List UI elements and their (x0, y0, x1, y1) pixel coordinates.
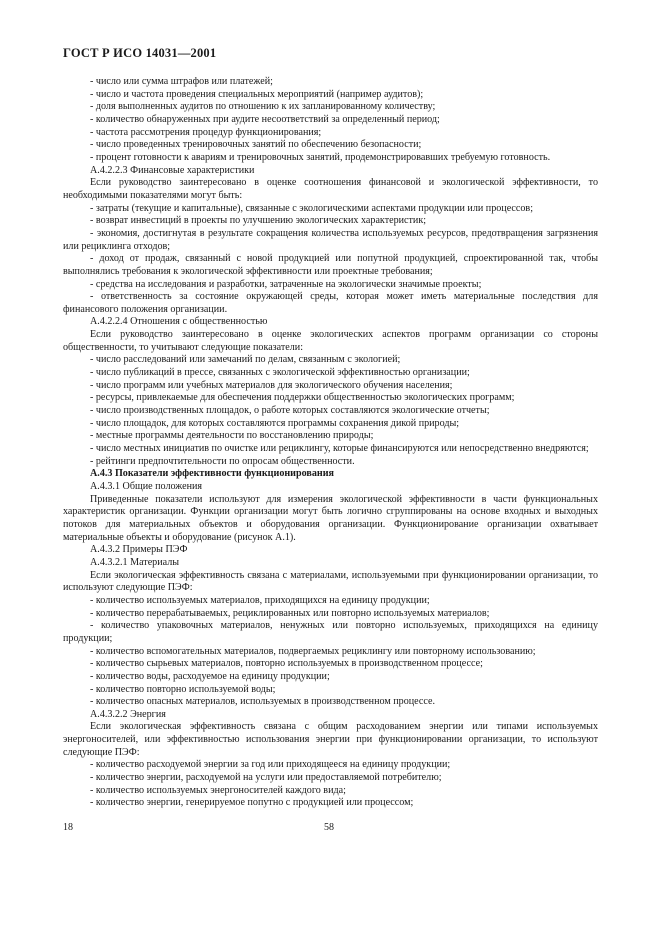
list-item: - количество воды, расходуемое на единицу продукции; (90, 670, 330, 682)
list-item: - частота рассмотрения процедур функционирования; (90, 126, 322, 138)
list-item: - местные программы деятельности по восстановлению природы; (90, 430, 374, 442)
section-heading: А.4.3.2.2 Энергия (90, 708, 166, 720)
paragraph: - экономия, достигнутая в результате сокращения количества используемых ресурсов, предотвращения загрязнения или рециклинга отходов; (63, 227, 598, 252)
list-item: - число программ или учебных материалов для экологического обучения населения; (90, 379, 453, 391)
section-heading-bold: А.4.3 Показатели эффективности функционирования (90, 468, 334, 480)
list-item: - число публикаций в прессе, связанных с экологической эффективностью организации; (90, 367, 470, 379)
list-item: - количество сырьевых материалов, повторно используемых в производственном процессе; (90, 658, 483, 670)
list-item: - количество используемых материалов, приходящихся на единицу продукции; (90, 594, 430, 606)
list-item: - количество энергии, генерируемое попутно с продукцией или процессом; (90, 797, 414, 809)
list-item: - количество повторно используемой воды; (90, 683, 276, 695)
list-item: - рейтинги предпочтительности по опросам общественности. (90, 455, 355, 467)
list-item: - количество обнаруженных при аудите несоответствий за определенный период; (90, 113, 440, 125)
list-item: - число или сумма штрафов или платежей; (90, 76, 273, 87)
paragraph: - ответственность за состояние окружающей среды, которая может иметь материальные последствия для финансового положения организации. (63, 291, 598, 315)
section-heading: А.4.3.1 Общие положения (90, 481, 203, 492)
list-item: - количество опасных материалов, используемых в производственном процессе. (90, 696, 435, 708)
paragraph: Если руководство заинтересовано в оценке экологических аспектов программ организации со стороны общественности, то учитывают следующие показатели: (63, 329, 598, 353)
paragraph: Если экологическая эффективность связана с материалами, используемыми при функционировании организации, то используют следующие ПЭФ: (63, 569, 598, 594)
paragraph: Если экологическая эффективность связана с общим расходованием энергии или типами используемых энергоносителей, или эффективностью использования энергии при функционировании организации, то используют следующие ПЭФ: (63, 721, 598, 758)
section-heading: А.4.3.2 Примеры ПЭФ (90, 544, 188, 556)
page-number-left: 18 (63, 822, 73, 833)
section-heading: А.4.3.2.1 Материалы (90, 556, 180, 568)
page-header: ГОСТ Р ИСО 14031—2001 (63, 46, 217, 60)
list-item: - число расследований или замечаний по делам, связанным с экологией; (90, 354, 401, 366)
paragraph: Если руководство заинтересовано в оценке соотношения финансовой и экологической эффективности, то необходимыми показателями могут быть: (63, 177, 598, 201)
list-item: - возврат инвестиций в проекты по улучшению экологических характеристик; (90, 215, 427, 227)
list-item: - число производственных площадок, о работе которых составляются экологические отчеты; (90, 405, 490, 417)
paragraph: Приведенные показатели используют для измерения экологической эффективности в части функциональных характеристик организации. Функции организации могут быть логично сгруппированы на основе входных и выходных потоков для материальных объектов и оборудования организации. Функционирование организации охватывает материальные объекты и оборудование (рисунок А.1). (63, 493, 598, 543)
paragraph: - количество упаковочных материалов, ненужных или повторно используемых, приходящихся на единицу продукции; (63, 620, 598, 644)
list-item: - число и частота проведения специальных мероприятий (например аудитов); (90, 88, 424, 100)
list-item: - затраты (текущие и капитальные), связанные с экологическими аспектами продукции или процессов; (90, 202, 534, 214)
list-item: - количество расходуемой энергии за год или приходящееся на единицу продукции; (90, 759, 451, 771)
list-item: - количество вспомогательных материалов, подвергаемых рециклингу или повторному использованию; (90, 645, 536, 657)
list-item: - число проведенных тренировочных занятий по обеспечению безопасности; (90, 139, 422, 151)
list-item: - количество перерабатываемых, рециклированных или повторно используемых материалов; (90, 607, 490, 619)
list-item: - число площадок, для которых составляются программы сохранения дикой природы; (90, 417, 460, 429)
list-item: - доля выполненных аудитов по отношению к их запланированному количеству; (90, 101, 436, 113)
page-number-center: 58 (324, 822, 334, 833)
paragraph: - процент готовности к авариям и тренировочных занятий, продемонстрировавших требуемую готовность. (90, 151, 551, 163)
paragraph: - доход от продаж, связанный с новой продукцией или попутной продукцией, спроектированной так, чтобы выполнялись требования к экологической эффективности или проектные требования; (63, 253, 598, 277)
section-heading: А.4.2.2.3 Финансовые характеристики (90, 164, 255, 176)
paragraph: - число местных инициатив по очистке или рециклингу, которые финансируются или непосредственно внедряются; (90, 443, 589, 455)
list-item: - количество энергии, расходуемой на услуги или предоставляемой потребителю; (90, 772, 442, 784)
list-item: - средства на исследования и разработки, затраченные на экологически значимые проекты; (90, 278, 482, 290)
section-heading: А.4.2.2.4 Отношения с общественностью (90, 316, 268, 328)
list-item: - ресурсы, привлекаемые для обеспечения поддержки общественностью экологических программ; (90, 392, 515, 404)
list-item: - количество используемых энергоносителей каждого вида; (90, 784, 346, 796)
body-text (63, 76, 598, 810)
